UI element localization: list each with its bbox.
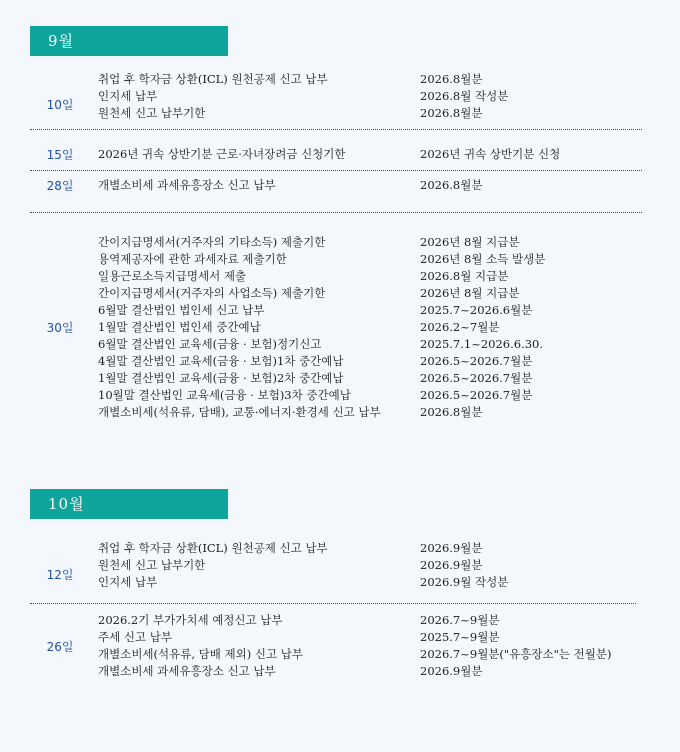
month-header-september: 9월 [30,26,228,56]
day-label: 12일 [46,568,74,582]
day-label: 26일 [46,640,74,654]
day-label: 30일 [46,321,74,335]
task-text: 개별소비세(석유류, 담배), 교통·에너지·환경세 신고 납부 [98,405,381,419]
task-text: 개별소비세(석유류, 담배 제외) 신고 납부 [98,647,303,661]
task-text: 2026.2기 부가가치세 예정신고 납부 [98,613,283,627]
task-text: 일용근로소득지급명세서 제출 [98,269,247,283]
period-text: 2026.8월 지급분 [420,269,509,283]
period-text: 2026.7~9월분("유흥장소"는 전월분) [420,647,612,661]
task-text: 취업 후 학자금 상환(ICL) 원천공제 신고 납부 [98,72,328,86]
period-text: 2026.2~7월분 [420,320,500,334]
row-divider [30,170,642,171]
period-text: 2026.9월 작성분 [420,575,509,589]
period-text: 2025.7~9월분 [420,630,500,644]
period-text: 2025.7.1~2026.6.30. [420,337,544,351]
task-text: 10월말 결산법인 교육세(금융 · 보험)3차 중간예납 [98,388,351,402]
task-text: 6월말 결산법인 교육세(금융 · 보험)정기신고 [98,337,322,351]
day-label: 15일 [46,148,74,162]
period-text: 2026.9월분 [420,558,483,572]
task-text: 간이지급명세서(거주자의 사업소득) 제출기한 [98,286,326,300]
period-text: 2026.8월분 [420,72,483,86]
day-label: 28일 [46,179,74,193]
task-text: 인지세 납부 [98,575,158,589]
period-text: 2026.5~2026.7월분 [420,388,533,402]
month-header-october: 10월 [30,489,228,519]
period-text: 2026년 8월 소득 발생분 [420,252,546,266]
task-text: 4월말 결산법인 교육세(금융 · 보험)1차 중간예납 [98,354,344,368]
task-text: 주세 신고 납부 [98,630,172,644]
task-text: 2026년 귀속 상반기분 근로·자녀장려금 신청기한 [98,147,346,161]
row-divider [30,603,636,604]
task-text: 취업 후 학자금 상환(ICL) 원천공제 신고 납부 [98,541,328,555]
task-text: 원천세 신고 납부기한 [98,106,206,120]
task-text: 용역제공자에 관한 과세자료 제출기한 [98,252,287,266]
task-text: 1월말 결산법인 법인세 중간예납 [98,320,261,334]
period-text: 2026.8월분 [420,405,483,419]
row-divider [30,129,642,130]
task-text: 1월말 결산법인 교육세(금융 · 보험)2차 중간예납 [98,371,344,385]
task-text: 개별소비세 과세유흥장소 신고 납부 [98,664,276,678]
period-text: 2026.8월 작성분 [420,89,509,103]
period-text: 2026년 8월 지급분 [420,286,520,300]
period-text: 2025.7~2026.6월분 [420,303,533,317]
period-text: 2026.8월분 [420,106,483,120]
task-text: 개별소비세 과세유흥장소 신고 납부 [98,178,276,192]
row-divider [30,212,642,213]
period-text: 2026.5~2026.7월분 [420,354,533,368]
task-text: 원천세 신고 납부기한 [98,558,206,572]
day-label: 10일 [46,98,74,112]
period-text: 2026.5~2026.7월분 [420,371,533,385]
period-text: 2026.7~9월분 [420,613,500,627]
task-text: 인지세 납부 [98,89,158,103]
period-text: 2026년 귀속 상반기분 신청 [420,147,561,161]
period-text: 2026년 8월 지급분 [420,235,520,249]
task-text: 간이지급명세서(거주자의 기타소득) 제출기한 [98,235,326,249]
task-text: 6월말 결산법인 법인세 신고 납부 [98,303,265,317]
period-text: 2026.8월분 [420,178,483,192]
period-text: 2026.9월분 [420,541,483,555]
period-text: 2026.9월분 [420,664,483,678]
